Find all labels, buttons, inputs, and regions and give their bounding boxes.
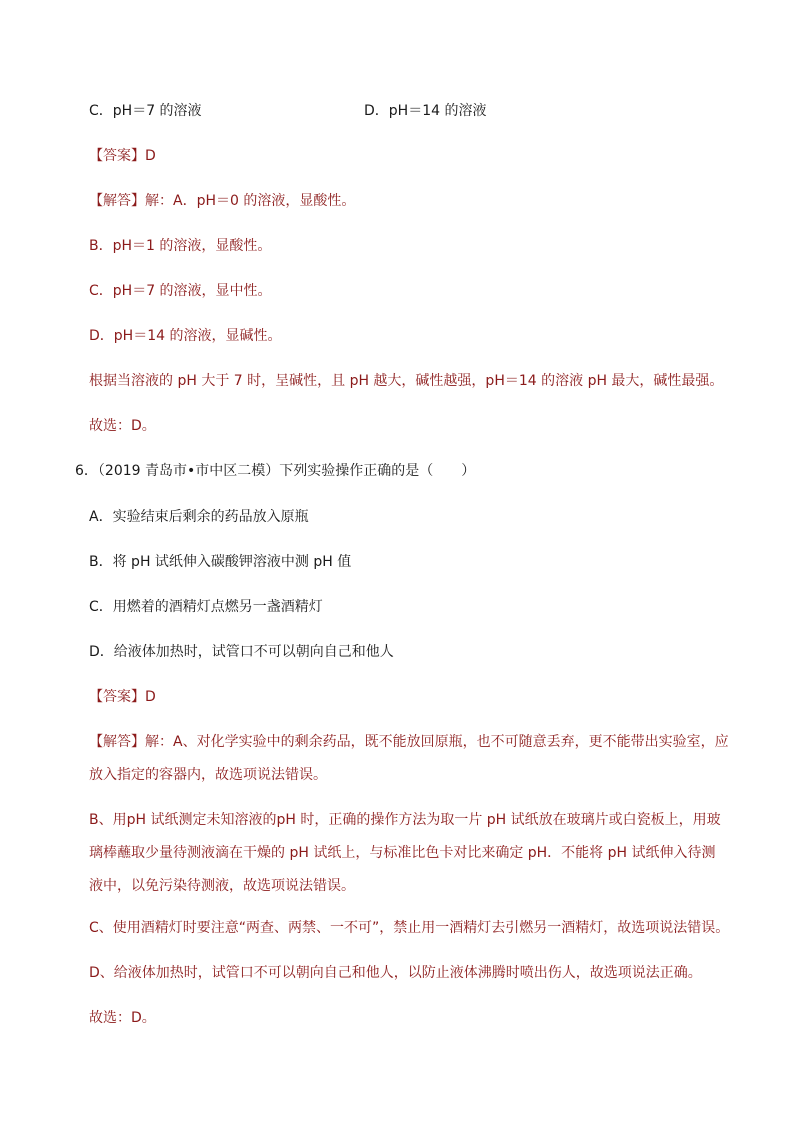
q5-options-cd (89, 101, 486, 121)
q6-analysis-c: C、使用酒精灯时要注意“两查、两禁、一不可”，禁止用一酒精灯去引燃另一酒精灯，故选项说法错误。 (89, 920, 730, 936)
q5-analysis-a: 【解答】解：A．pH＝0 的溶液，显酸性。 (89, 193, 356, 209)
q6-option-b: B．将 pH 试纸伸入碳酸钾溶液中测 pH 值 (89, 554, 352, 570)
q6-stem: 6．（2019 青岛市•市中区二模）下列实验操作正确的是（ ） (75, 463, 476, 479)
q5-option-d: D．pH＝14 的溶液 (364, 103, 487, 119)
q5-analysis-b: B．pH＝1 的溶液，显酸性。 (89, 238, 272, 254)
q6-conclusion: 故选：D。 (89, 1010, 156, 1026)
q6-analysis-a: 【解答】解：A、对化学实验中的剩余药品，既不能放回原瓶，也不可随意丢弃，更不能带出实验室，应放入指定的容器内，故选项说法错误。 (89, 734, 729, 783)
q5-analysis-d: D．pH＝14 的溶液，显碱性。 (89, 328, 282, 344)
q6-option-c: C．用燃着的酒精灯点燃另一盏酒精灯 (89, 599, 323, 615)
q5-conclusion: 故选：D。 (89, 418, 156, 434)
q5-analysis-c: C．pH＝7 的溶液，显中性。 (89, 283, 272, 299)
q6-answer: 【答案】D (89, 689, 156, 705)
q6-analysis-d: D、给液体加热时，试管口不可以朝向自己和他人，以防止液体沸腾时喷出伤人，故选项说法正确。 (89, 965, 702, 981)
q6-option-d: D．给液体加热时，试管口不可以朝向自己和他人 (89, 644, 394, 660)
q5-option-c: C．pH＝7 的溶液 (89, 103, 202, 119)
q6-option-a: A．实验结束后剩余的药品放入原瓶 (89, 509, 309, 525)
q5-answer: 【答案】D (89, 148, 156, 164)
q6-analysis-b: B、用pH 试纸测定未知溶液的pH 时，正确的操作方法为取一片 pH 试纸放在玻璃片或白瓷板上，用玻璃棒蘸取少量待测液滴在干燥的 pH 试纸上，与标准比色卡对比来确定 pH．不能将 pH 试纸伸入待测液中，以免污染待测液，故选项说法错误。 (89, 812, 721, 894)
q5-analysis-summary: 根据当溶液的 pH 大于 7 时，呈碱性，且 pH 越大，碱性越强，pH＝14 的溶液 pH 最大，碱性最强。 (89, 373, 724, 389)
